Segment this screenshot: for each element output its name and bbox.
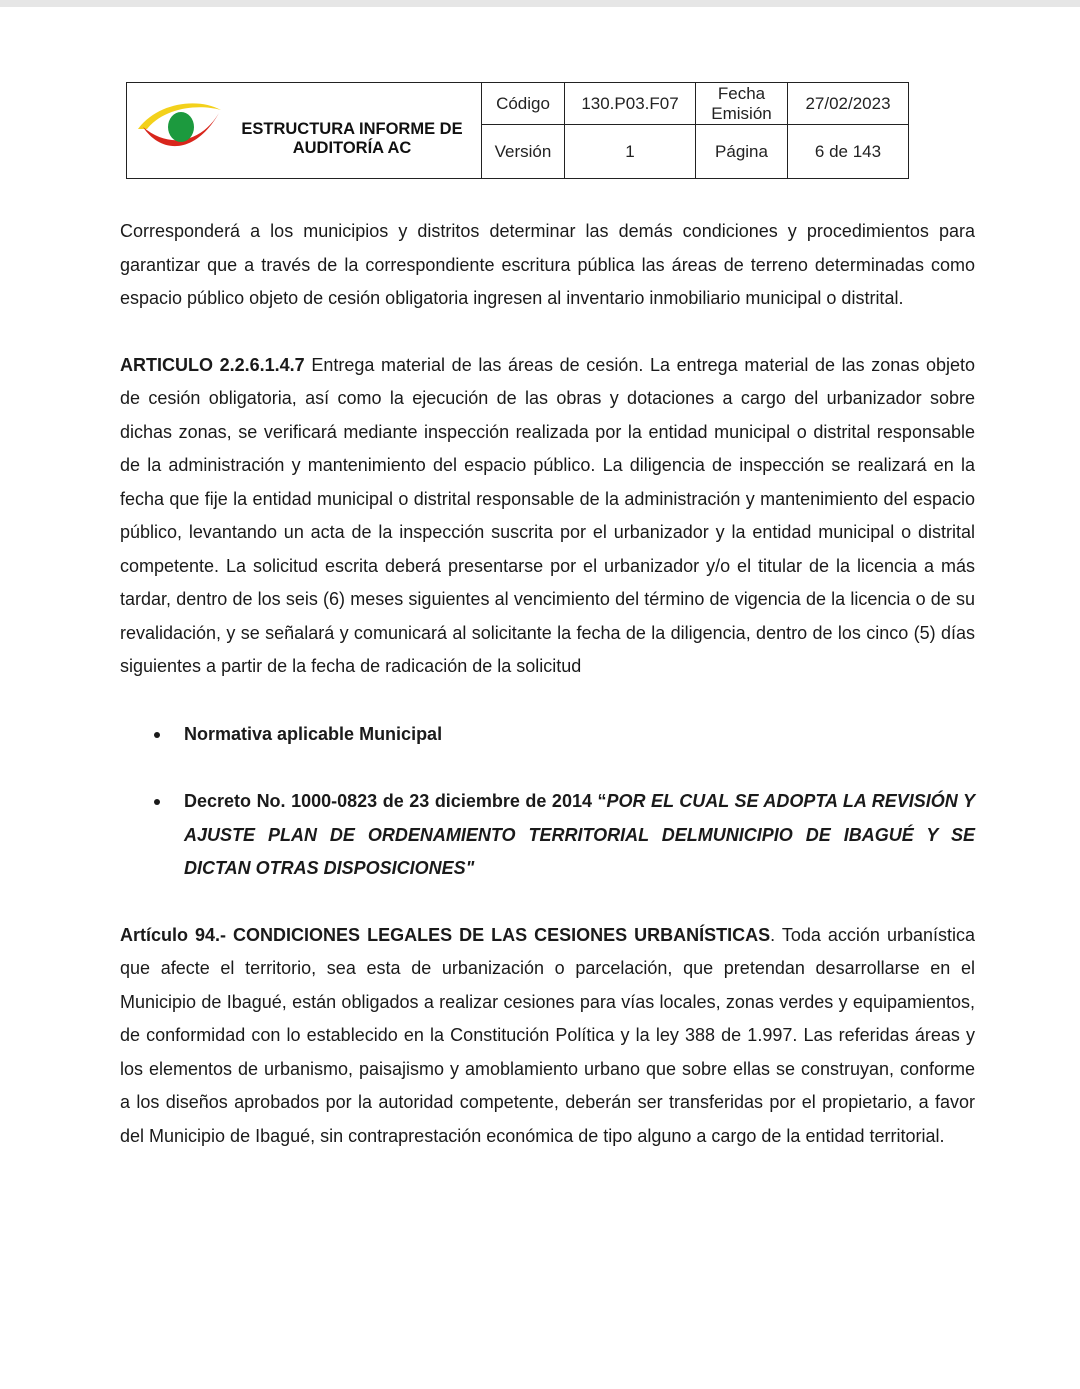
version-label: Versión xyxy=(482,125,565,179)
eye-logo-icon xyxy=(135,99,227,157)
list-item xyxy=(120,785,975,886)
decree-reference: Decreto No. 1000-0823 de 23 diciembre de 2014 “ xyxy=(184,791,607,811)
list-item xyxy=(120,718,975,752)
decree-title: POR EL CUAL SE ADOPTA LA REVISIÓN Y AJUSTE PLAN DE ORDENAMIENTO TERRITORIAL DELMUNICIPIO DE IBAGUÉ Y SE DICTAN OTRAS DISPOSICIONES" xyxy=(184,791,975,878)
bullet-list xyxy=(120,718,975,886)
document-body xyxy=(120,215,975,1153)
fecha-label-line1: Fecha xyxy=(717,83,766,103)
version-value: 1 xyxy=(565,125,696,179)
pagina-label: Página xyxy=(696,125,788,179)
header-title-line2: AUDITORÍA AC xyxy=(292,139,412,157)
pagina-value: 6 de 143 xyxy=(788,125,909,179)
header-title-line1: ESTRUCTURA INFORME DE xyxy=(241,120,463,138)
bullet-icon xyxy=(154,799,160,805)
logo-cell xyxy=(127,83,482,179)
fecha-value: 27/02/2023 xyxy=(788,83,909,125)
top-strip xyxy=(0,0,1080,7)
paragraph-article-2-2-6-1-4-7 xyxy=(120,349,975,684)
article-94-heading: Artículo 94.- CONDICIONES LEGALES DE LAS CESIONES URBANÍSTICAS xyxy=(120,924,771,945)
bullet-icon xyxy=(154,732,160,738)
article-text: Entrega material de las áreas de cesión. La entrega material de las zonas objeto de cesión obligatoria, así como la ejecución de las obras y dotaciones a cargo del urbanizador sobre dichas zonas, se verificará mediante inspección realizada por la entidad municipal o distrital responsable de la administración y mantenimiento del espacio público. La diligencia de inspección se realizará en la fecha que fije la entidad municipal o distrital responsable de la administración y mantenimiento del espacio público, levantando un acta de la inspección suscrita por el urbanizador y la entidad municipal o distrital competente. La solicitud escrita deberá presentarse por el urbanizador y/o el titular de la licencia a más tardar, dentro de los seis (6) meses siguientes al vencimiento del término de vigencia de la licencia o de su revalidación, y se señalará y comunicará al solicitante la fecha de la diligencia, dentro de los cinco (5) días siguientes a partir de la fecha de radicación de la solicitud xyxy=(120,354,975,676)
header-title xyxy=(227,120,477,158)
bullet-text: Normativa aplicable Municipal xyxy=(184,723,443,744)
article-heading: ARTICULO 2.2.6.1.4.7 xyxy=(120,354,305,375)
article-94-text: . Toda acción urbanística que afecte el territorio, sea esta de urbanización o parcelación, que pretendan desarrollarse en el Municipio de Ibagué, están obligados a realizar cesiones para vías locales, zonas verdes y equipamientos, de conformidad con lo establecido en la Constitución Política y la ley 388 de 1.997. Las referidas áreas y los elementos de urbanismo, paisajismo y amoblamiento urbano que sobre ellas se construyan, conforme a los diseños aprobados por la autoridad competente, deberán ser transferidas por el propietario, a favor del Municipio de Ibagué, sin contraprestación económica de tipo alguno a cargo de la entidad territorial. xyxy=(120,924,976,1146)
codigo-value: 130.P03.F07 xyxy=(565,83,696,125)
codigo-label: Código xyxy=(482,83,565,125)
document-header-table xyxy=(126,82,909,179)
paragraph-1: Corresponderá a los municipios y distritos determinar las demás condiciones y procedimientos para garantizar que a través de la correspondiente escritura pública las áreas de terreno determinadas como espacio público objeto de cesión obligatoria ingresen al inventario inmobiliario municipal o distrital. xyxy=(120,221,975,308)
fecha-label xyxy=(696,83,788,125)
fecha-label-line2: Emisión xyxy=(711,103,772,123)
paragraph-article-94 xyxy=(120,919,975,1154)
